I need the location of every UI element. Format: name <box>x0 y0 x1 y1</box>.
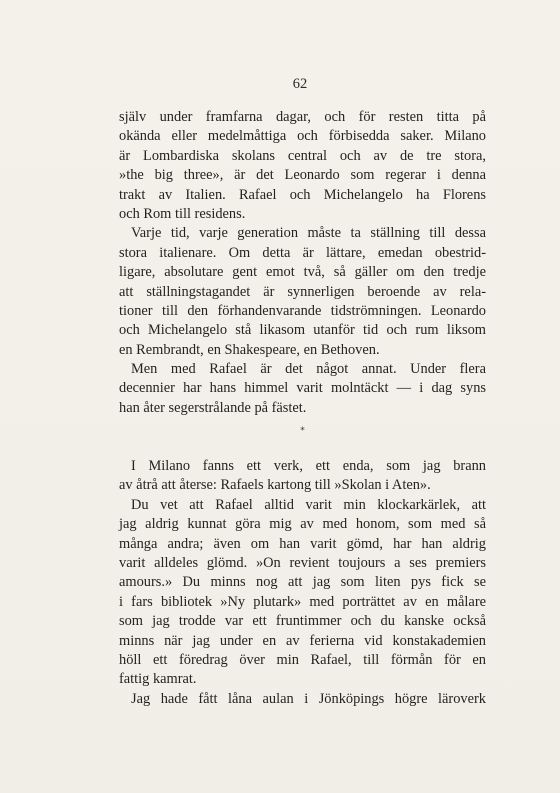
page-number: 62 <box>292 76 308 92</box>
section-separator: * <box>300 426 305 437</box>
text-line: i fars bibliotek »Ny plutark» med porträttet av en målare <box>119 593 486 610</box>
text-line: I Milano fanns ett verk, ett enda, som jag brann <box>131 458 486 475</box>
text-line: Du vet att Rafael alltid varit min klockarkärlek, att <box>131 496 486 513</box>
text-line: ligare, absolutare gent emot två, så gäller om den tredje <box>119 264 486 281</box>
paragraph-5 <box>119 496 486 690</box>
text-line: att ställningstagandet är synnerligen beroende av rela- <box>119 283 486 300</box>
paragraph-1 <box>119 108 486 224</box>
text-line: stora italienare. Om detta är lättare, emedan obestrid- <box>119 244 486 261</box>
text-line: minns när jag under en av ferierna vid konstakademien <box>119 632 486 649</box>
paragraph-2 <box>119 224 486 360</box>
text-line: okända eller medelmåttiga och förbisedda saker. Milano <box>119 128 486 145</box>
text-line: decennier har hans himmel varit molntäckt — i dag syns <box>119 380 486 397</box>
text-line: han åter segerstrålande på fästet. <box>119 399 307 416</box>
text-line: en Rembrandt, en Shakespeare, en Bethoven. <box>119 341 380 358</box>
text-line: Jag hade fått låna aulan i Jönköpings högre läroverk <box>131 690 486 707</box>
text-line: amours.» Du minns nog att jag som liten pys fick se <box>119 574 486 591</box>
text-line: »the big three», är det Leonardo som regerar i denna <box>119 167 486 184</box>
text-line: Men med Rafael är det något annat. Under flera <box>131 361 486 378</box>
text-line: är Lombardiska skolans central och av de tre stora, <box>119 147 486 164</box>
paragraph-6 <box>119 690 486 709</box>
text-line: Varje tid, varje generation måste ta ställning till dessa <box>131 225 486 242</box>
paragraph-4 <box>119 457 486 496</box>
text-line: tioner till den förhandenvarande tidströmningen. Leonardo <box>119 302 486 319</box>
text-line: många andra; även om han varit gömd, har han aldrig <box>119 535 486 552</box>
text-line: och Rom till residens. <box>119 205 246 222</box>
text-line: och Michelangelo stå likasom utanför tid och rum liksom <box>119 322 486 339</box>
text-line: själv under framfarna dagar, och för resten titta på <box>119 109 486 125</box>
text-line: som jag trodde var ett fruntimmer och du kanske också <box>119 613 486 630</box>
body-text <box>119 108 486 709</box>
text-line: av åtrå att återse: Rafaels kartong till »Skolan i Aten». <box>119 477 431 494</box>
text-line: höll ett föredrag över min Rafael, till förmån för en <box>119 651 486 668</box>
text-line: varit alldeles glömd. »On revient toujours a ses premiers <box>119 554 486 571</box>
text-line: fattig kamrat. <box>119 671 197 688</box>
text-line: jag aldrig kunnat göra mig av med honom, som med så <box>119 516 486 533</box>
text-line: trakt av Italien. Rafael och Michelangelo ha Florens <box>119 186 486 203</box>
paragraph-3 <box>119 360 486 418</box>
